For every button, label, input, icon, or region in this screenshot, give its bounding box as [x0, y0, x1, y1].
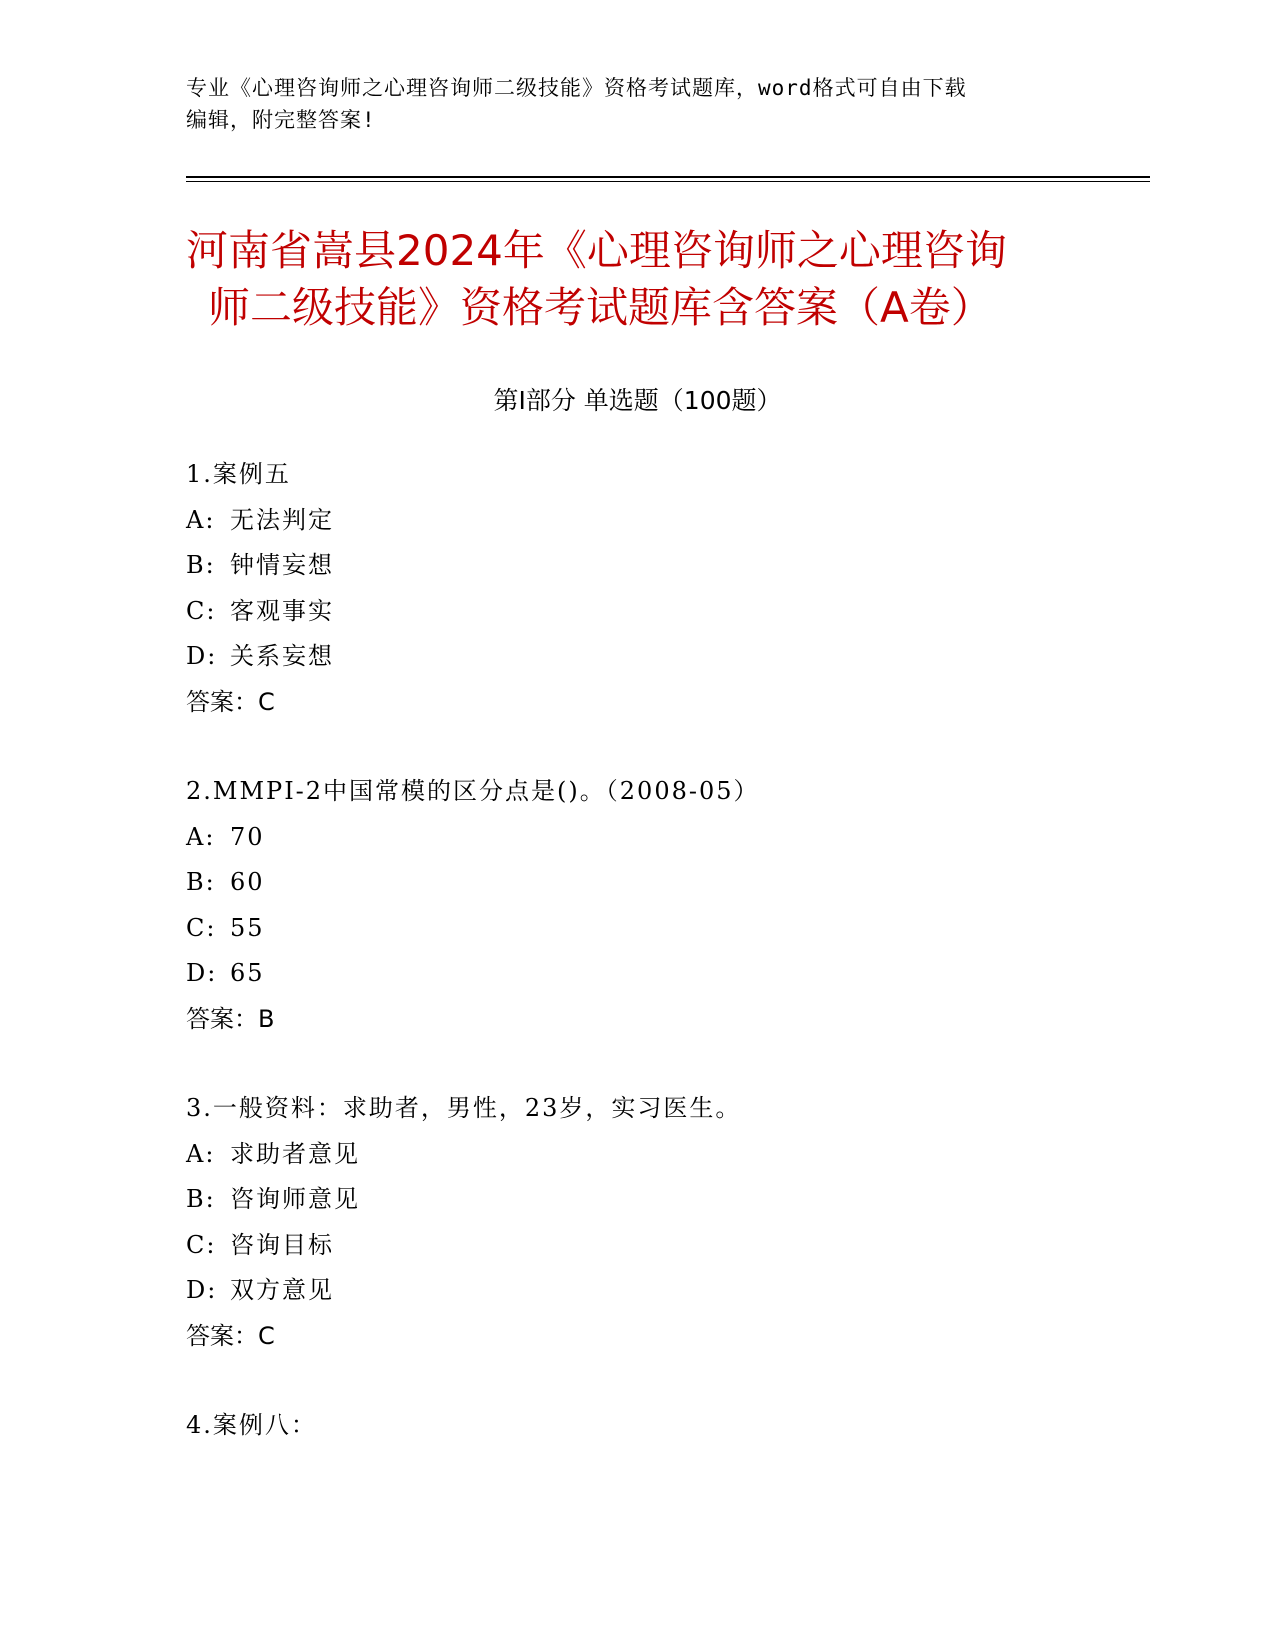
- option-a: [186, 1132, 1086, 1178]
- question-stem: 1.案例五: [186, 460, 291, 488]
- question-2: [186, 769, 1086, 1042]
- option-c: [186, 589, 1086, 635]
- option-b: [186, 860, 1086, 906]
- option-label: C:: [186, 1230, 217, 1259]
- option-d: [186, 634, 1086, 680]
- option-b: [186, 543, 1086, 589]
- option-label: A:: [186, 505, 216, 534]
- option-d: [186, 1268, 1086, 1314]
- option-text: 关系妄想: [230, 642, 334, 670]
- answer: 答案：C: [186, 1321, 275, 1350]
- option-text: 70: [230, 822, 265, 851]
- option-label: A:: [186, 1139, 216, 1168]
- header-divider-thin: [186, 181, 1150, 182]
- question-3: [186, 1086, 1086, 1359]
- option-label: B:: [186, 1185, 216, 1213]
- document-title: [186, 222, 1106, 336]
- option-text: 求助者意见: [230, 1139, 360, 1168]
- section-title: 第Ⅰ部分 单选题（100题）: [493, 386, 782, 415]
- header-note-line-2: 编辑，附完整答案!: [186, 108, 376, 132]
- option-label: D:: [186, 1276, 218, 1304]
- question-1: [186, 452, 1086, 725]
- header-note: [186, 72, 1086, 136]
- document-title-line-2: 师二级技能》资格考试题库含答案（A卷）: [208, 283, 993, 332]
- option-a: [186, 815, 1086, 861]
- option-label: B:: [186, 868, 216, 896]
- option-d: [186, 951, 1086, 997]
- header-note-line-1: 专业《心理咨询师之心理咨询师二级技能》资格考试题库，word格式可自由下载: [186, 76, 967, 100]
- option-text: 55: [230, 913, 265, 942]
- option-label: B:: [186, 551, 216, 579]
- option-text: 双方意见: [230, 1276, 334, 1304]
- question-stem: 3.一般资料：求助者，男性，23岁，实习医生。: [186, 1094, 742, 1122]
- option-c: [186, 1223, 1086, 1269]
- document-title-line-1: 河南省嵩县2024年《心理咨询师之心理咨询: [186, 226, 1007, 275]
- option-text: 65: [230, 959, 265, 987]
- question-stem: 4.案例八：: [186, 1411, 317, 1439]
- option-label: C:: [186, 913, 217, 942]
- option-b: [186, 1177, 1086, 1223]
- question-4: [186, 1403, 1086, 1449]
- option-text: 60: [230, 868, 265, 896]
- header-divider-thick: [186, 176, 1150, 178]
- option-text: 咨询目标: [230, 1230, 334, 1259]
- option-label: D:: [186, 959, 218, 987]
- option-a: [186, 498, 1086, 544]
- option-text: 客观事实: [230, 596, 334, 625]
- option-label: A:: [186, 822, 216, 851]
- answer: 答案：B: [186, 1004, 275, 1033]
- option-text: 钟情妄想: [230, 551, 334, 579]
- option-label: C:: [186, 596, 217, 625]
- question-stem: 2.MMPI-2中国常模的区分点是()。（2008-05）: [186, 777, 760, 805]
- answer: 答案：C: [186, 687, 275, 716]
- option-text: 咨询师意见: [230, 1185, 360, 1213]
- option-c: [186, 906, 1086, 952]
- option-text: 无法判定: [230, 505, 334, 534]
- option-label: D:: [186, 642, 218, 670]
